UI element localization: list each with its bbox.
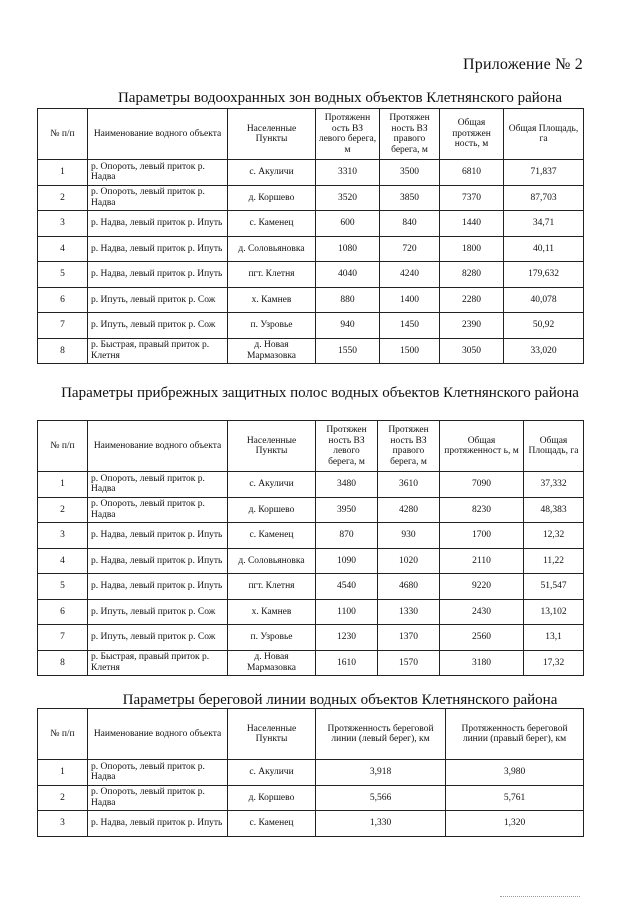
value-cell: 3310 xyxy=(316,160,380,186)
value-cell: 2430 xyxy=(440,599,524,625)
value-cell: 3,980 xyxy=(446,760,584,786)
value-cell: 50,92 xyxy=(504,313,584,339)
value-cell: 1080 xyxy=(316,236,380,262)
header-cell: Общая Площадь, га xyxy=(524,421,584,472)
settlement: с. Каменец xyxy=(228,523,316,549)
settlement: х. Камнев xyxy=(228,287,316,313)
value-cell: 1550 xyxy=(316,338,380,364)
row-number: 4 xyxy=(38,236,88,262)
row-number: 2 xyxy=(38,497,88,523)
value-cell: 4040 xyxy=(316,262,380,288)
header-cell: Наименование водного объекта xyxy=(88,709,228,760)
value-cell: 33,020 xyxy=(504,338,584,364)
table-row xyxy=(38,523,584,549)
row-number: 5 xyxy=(38,574,88,600)
value-cell: 1440 xyxy=(440,211,504,237)
header-cell: Протяженность береговой линии (правый берег), км xyxy=(446,709,584,760)
value-cell: 71,837 xyxy=(504,160,584,186)
row-number: 8 xyxy=(38,338,88,364)
value-cell: 2560 xyxy=(440,625,524,651)
value-cell: 1370 xyxy=(378,625,440,651)
water-body-name: р. Опороть, левый приток р. Надва xyxy=(88,160,228,186)
header-cell: Населенные Пункты xyxy=(228,709,316,760)
row-number: 4 xyxy=(38,548,88,574)
row-number: 1 xyxy=(38,160,88,186)
value-cell: 1450 xyxy=(380,313,440,339)
value-cell: 12,32 xyxy=(524,523,584,549)
value-cell: 2390 xyxy=(440,313,504,339)
value-cell: 3,918 xyxy=(316,760,446,786)
water-body-name: р. Надва, левый приток р. Ипуть xyxy=(88,548,228,574)
row-number: 7 xyxy=(38,625,88,651)
value-cell: 1500 xyxy=(380,338,440,364)
value-cell: 40,078 xyxy=(504,287,584,313)
row-number: 6 xyxy=(38,599,88,625)
value-cell: 5,566 xyxy=(316,785,446,811)
settlement: д. Соловьяновка xyxy=(228,548,316,574)
header-cell: Наименование водного объекта xyxy=(88,109,228,160)
value-cell: 179,632 xyxy=(504,262,584,288)
water-body-name: р. Опороть, левый приток р. Надва xyxy=(88,185,228,211)
table-row xyxy=(38,785,584,811)
value-cell: 1090 xyxy=(316,548,378,574)
value-cell: 880 xyxy=(316,287,380,313)
settlement: с. Акуличи xyxy=(228,160,316,186)
value-cell: 1700 xyxy=(440,523,524,549)
water-body-name: р. Опороть, левый приток р. Надва xyxy=(88,472,228,498)
header-cell: Общая протяжен ность, м xyxy=(440,109,504,160)
settlement: пгт. Клетня xyxy=(228,574,316,600)
table-row xyxy=(38,160,584,186)
settlement: п. Узровье xyxy=(228,313,316,339)
value-cell: 3610 xyxy=(378,472,440,498)
header-cell: Протяжен ность ВЗ правого берега, м xyxy=(378,421,440,472)
value-cell: 1330 xyxy=(378,599,440,625)
settlement: с. Акуличи xyxy=(228,472,316,498)
table-body xyxy=(38,472,584,676)
table-row xyxy=(38,497,584,523)
value-cell: 11,22 xyxy=(524,548,584,574)
settlement: с. Каменец xyxy=(228,211,316,237)
settlement: х. Камнев xyxy=(228,599,316,625)
value-cell: 3950 xyxy=(316,497,378,523)
value-cell: 2280 xyxy=(440,287,504,313)
table2-caption: Параметры прибрежных защитных полос водных объектов Клетнянского района xyxy=(61,385,579,401)
value-cell: 17,32 xyxy=(524,650,584,676)
water-body-name: р. Надва, левый приток р. Ипуть xyxy=(88,574,228,600)
water-body-name: р. Надва, левый приток р. Ипуть xyxy=(88,523,228,549)
water-body-name: р. Ипуть, левый приток р. Сож xyxy=(88,313,228,339)
value-cell: 600 xyxy=(316,211,380,237)
table-header-row xyxy=(38,421,584,472)
header-cell: Наименование водного объекта xyxy=(88,421,228,472)
value-cell: 7090 xyxy=(440,472,524,498)
value-cell: 1,320 xyxy=(446,811,584,837)
value-cell: 3480 xyxy=(316,472,378,498)
row-number: 2 xyxy=(38,185,88,211)
row-number: 3 xyxy=(38,523,88,549)
table-row xyxy=(38,472,584,498)
value-cell: 3520 xyxy=(316,185,380,211)
settlement: д. Коршево xyxy=(228,185,316,211)
settlement: д. Соловьяновка xyxy=(228,236,316,262)
header-cell: Протяженн ость ВЗ левого берега, м xyxy=(316,109,380,160)
table-row xyxy=(38,650,584,676)
water-body-name: р. Надва, левый приток р. Ипуть xyxy=(88,236,228,262)
row-number: 8 xyxy=(38,650,88,676)
header-cell: № п/п xyxy=(38,421,88,472)
row-number: 7 xyxy=(38,313,88,339)
value-cell: 7370 xyxy=(440,185,504,211)
table-row xyxy=(38,236,584,262)
row-number: 3 xyxy=(38,811,88,837)
row-number: 5 xyxy=(38,262,88,288)
header-cell: № п/п xyxy=(38,709,88,760)
value-cell: 8280 xyxy=(440,262,504,288)
water-body-name: р. Ипуть, левый приток р. Сож xyxy=(88,599,228,625)
value-cell: 34,71 xyxy=(504,211,584,237)
value-cell: 4680 xyxy=(378,574,440,600)
header-cell: Общая Площадь, га xyxy=(504,109,584,160)
settlement: п. Узровье xyxy=(228,625,316,651)
value-cell: 930 xyxy=(378,523,440,549)
value-cell: 3850 xyxy=(380,185,440,211)
table-body xyxy=(38,760,584,837)
table1-caption: Параметры водоохранных зон водных объектов Клетнянского района xyxy=(117,90,563,106)
settlement: д. Коршево xyxy=(228,497,316,523)
value-cell: 1,330 xyxy=(316,811,446,837)
value-cell: 4540 xyxy=(316,574,378,600)
table-row xyxy=(38,548,584,574)
value-cell: 48,383 xyxy=(524,497,584,523)
settlement: д. Новая Мармазовка xyxy=(228,650,316,676)
appendix-label: Приложение № 2 xyxy=(463,56,583,73)
table-row xyxy=(38,313,584,339)
value-cell: 3500 xyxy=(380,160,440,186)
value-cell: 51,547 xyxy=(524,574,584,600)
header-cell: № п/п xyxy=(38,109,88,160)
header-cell: Населенные Пункты xyxy=(228,109,316,160)
row-number: 1 xyxy=(38,472,88,498)
table-row xyxy=(38,599,584,625)
value-cell: 840 xyxy=(380,211,440,237)
header-cell: Населенные Пункты xyxy=(228,421,316,472)
table-row xyxy=(38,185,584,211)
water-body-name: р. Быстрая, правый приток р. Клетня xyxy=(88,338,228,364)
value-cell: 13,102 xyxy=(524,599,584,625)
value-cell: 8230 xyxy=(440,497,524,523)
value-cell: 1020 xyxy=(378,548,440,574)
value-cell: 5,761 xyxy=(446,785,584,811)
value-cell: 4240 xyxy=(380,262,440,288)
water-body-name: р. Опороть, левый приток р. Надва xyxy=(88,497,228,523)
value-cell: 87,703 xyxy=(504,185,584,211)
value-cell: 720 xyxy=(380,236,440,262)
shoreline-table xyxy=(37,708,584,837)
value-cell: 9220 xyxy=(440,574,524,600)
water-body-name: р. Надва, левый приток р. Ипуть xyxy=(88,262,228,288)
table3-caption: Параметры береговой линии водных объектов Клетнянского района xyxy=(122,692,558,708)
value-cell: 37,332 xyxy=(524,472,584,498)
value-cell: 870 xyxy=(316,523,378,549)
header-cell: Протяженность береговой линии (левый берег), км xyxy=(316,709,446,760)
header-cell: Протяжен ность ВЗ левого берега, м xyxy=(316,421,378,472)
value-cell: 940 xyxy=(316,313,380,339)
table-header-row xyxy=(38,109,584,160)
header-cell: Общая протяженност ь, м xyxy=(440,421,524,472)
water-body-name: р. Опороть, левый приток р. Надва xyxy=(88,785,228,811)
value-cell: 1100 xyxy=(316,599,378,625)
header-cell: Протяжен ность ВЗ правого берега, м xyxy=(380,109,440,160)
table-row xyxy=(38,262,584,288)
row-number: 2 xyxy=(38,785,88,811)
settlement: д. Коршево xyxy=(228,785,316,811)
settlement: с. Каменец xyxy=(228,811,316,837)
table-row xyxy=(38,760,584,786)
table-row xyxy=(38,211,584,237)
table-header-row xyxy=(38,709,584,760)
value-cell: 1570 xyxy=(378,650,440,676)
value-cell: 6810 xyxy=(440,160,504,186)
table-row xyxy=(38,338,584,364)
row-number: 6 xyxy=(38,287,88,313)
value-cell: 1230 xyxy=(316,625,378,651)
water-body-name: р. Ипуть, левый приток р. Сож xyxy=(88,287,228,313)
value-cell: 4280 xyxy=(378,497,440,523)
water-protection-zones-table xyxy=(37,108,584,364)
settlement: д. Новая Мармазовка xyxy=(228,338,316,364)
value-cell: 1610 xyxy=(316,650,378,676)
value-cell: 3050 xyxy=(440,338,504,364)
table-body xyxy=(38,160,584,364)
water-body-name: р. Надва, левый приток р. Ипуть xyxy=(88,211,228,237)
table-row xyxy=(38,811,584,837)
value-cell: 40,11 xyxy=(504,236,584,262)
value-cell: 2110 xyxy=(440,548,524,574)
scan-artifact xyxy=(500,896,580,898)
row-number: 1 xyxy=(38,760,88,786)
water-body-name: р. Опороть, левый приток р. Надва xyxy=(88,760,228,786)
value-cell: 13,1 xyxy=(524,625,584,651)
value-cell: 3180 xyxy=(440,650,524,676)
water-body-name: р. Ипуть, левый приток р. Сож xyxy=(88,625,228,651)
table-row xyxy=(38,574,584,600)
coastal-protection-strips-table xyxy=(37,420,584,676)
water-body-name: р. Быстрая, правый приток р. Клетня xyxy=(88,650,228,676)
table-row xyxy=(38,625,584,651)
value-cell: 1400 xyxy=(380,287,440,313)
value-cell: 1800 xyxy=(440,236,504,262)
settlement: с. Акуличи xyxy=(228,760,316,786)
table-row xyxy=(38,287,584,313)
water-body-name: р. Надва, левый приток р. Ипуть xyxy=(88,811,228,837)
settlement: пгт. Клетня xyxy=(228,262,316,288)
row-number: 3 xyxy=(38,211,88,237)
